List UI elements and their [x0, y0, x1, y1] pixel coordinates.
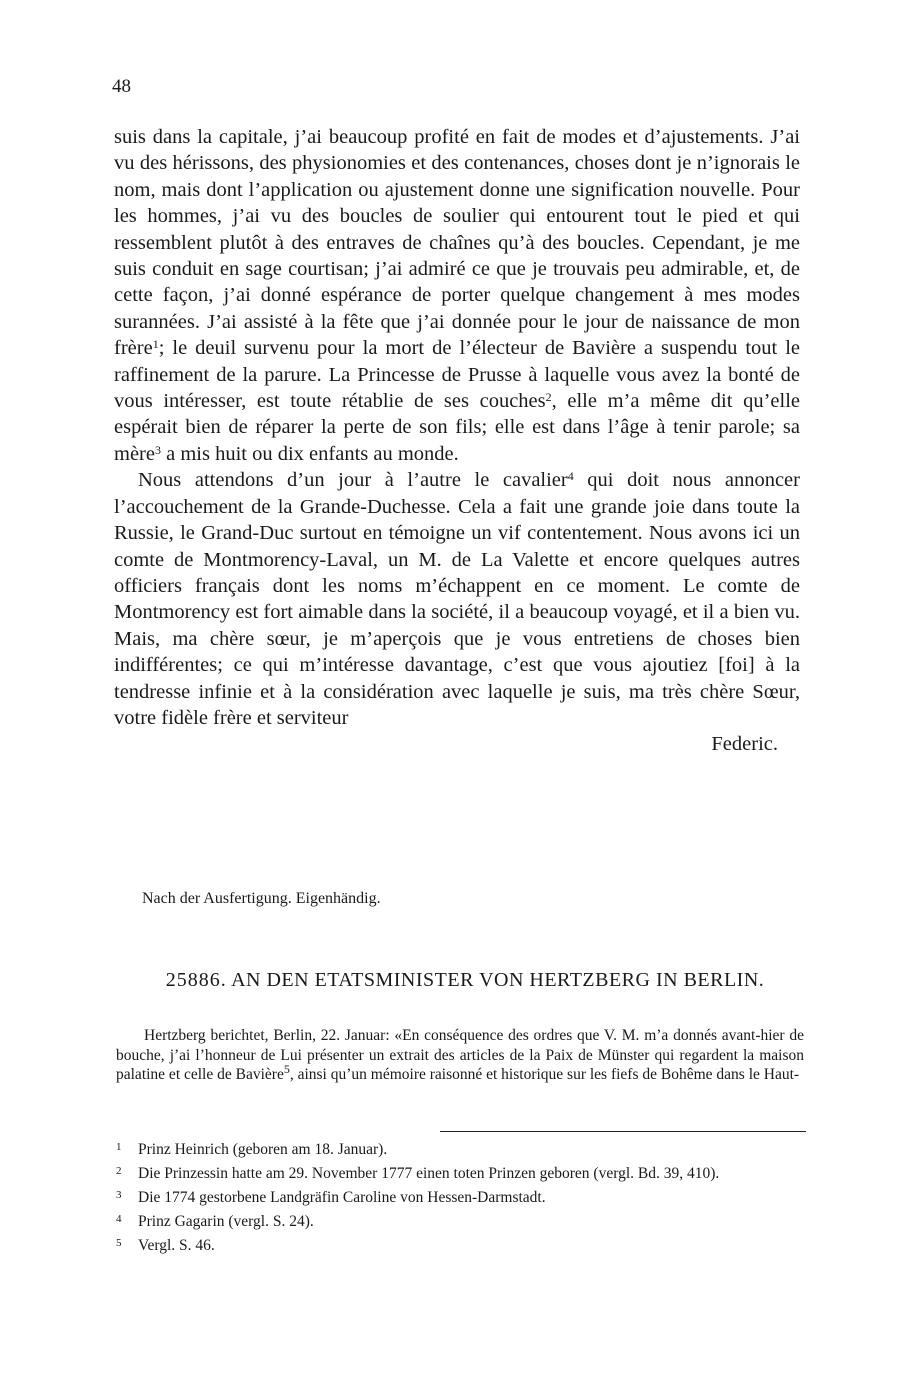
letter-text: a mis huit ou dix enfants au monde. — [160, 442, 459, 465]
footnote: 4 Prinz Gagarin (vergl. S. 24). — [116, 1213, 314, 1230]
footnote-text: Vergl. S. 46. — [138, 1237, 215, 1254]
intro-text: Hertzberg berichtet, Berlin, 22. Januar: «En conséquence des ordres que V. M. m’a donnés avant-hier de bouche, j’ai l’honneur de Lui présenter un extrait des articles de la Paix de Münster qui regardent la maison palatine et celle de Bavière — [116, 1027, 804, 1083]
footnote: 3 Die 1774 gestorbene Landgräfin Caroline von Hessen-Darmstadt. — [116, 1189, 546, 1206]
footnote-ref: 2 — [545, 390, 552, 405]
letter-text: ; le deuil survenu pour la mort de l’électeur de Bavière a suspendu tout le raffinement de la parure. La Princesse de Prusse à laquelle vous avez la bonté de vous intéresser, est toute rétablie de ses couches — [114, 337, 800, 413]
signature: Federic. — [711, 733, 778, 756]
footnote: 2 Die Prinzessin hatte am 29. November 1777 einen toten Prinzen geboren (vergl. Bd. 39, 410). — [116, 1165, 720, 1182]
letter-body — [114, 124, 800, 758]
footnote-text: Prinz Heinrich (geboren am 18. Januar). — [138, 1141, 388, 1158]
intro-paragraph — [116, 1026, 804, 1085]
letter-text: qui doit nous annoncer l’accouchement de la Grande-Duchesse. Cela a fait une grande joie dans toute la Russie, le Grand-Duc surtout en témoigne un vif contentement. Nous avons ici un comte de Montmorency-Laval, un M. de La Valette et encore quelques autres officiers français dont les noms m’échappent en ce moment. Le comte de Montmorency est fort aimable dans la société, il a beaucoup voyagé, et il a bien vu. Mais, ma chère sœur, je m’aperçois que je vous entretiens de choses bien indifférentes; ce qui m’intéresse davantage, c’est que vous ajoutiez [foi] à la tendresse infinie et à la considération avec laquelle je suis, ma très chère Sœur, votre fidèle frère et serviteur — [114, 469, 800, 729]
letter-text: , elle m’a même dit qu’elle espérait bien de réparer la perte de son fils; elle est dans l’âge à tenir parole; sa mère — [114, 390, 800, 465]
source-note: Nach der Ausfertigung. Eigenhändig. — [142, 890, 381, 907]
letter-text: suis dans la capitale, j’ai beaucoup profité en fait de modes et d’ajustements. J’ai vu des hérissons, des physionomies et des contenances, choses dont je n’ignorais le nom, mais dont l’application ou ajustement donne une signification nouvelle. Pour les hommes, j’ai vu des boucles de soulier qui entourent tout le pied et qui ressemblent plutôt à des entraves de chaînes qu’à des boucles. Cependant, je me suis conduit en sage courtisan; j’ai admiré ce que je trouvais peu admirable, et, de cette façon, j’ai donné espérance de porter quelque changement à mes modes surannées. J’ai assisté à la fête que j’ai donnée pour le jour de naissance de mon frère — [114, 126, 800, 360]
footnote-ref: 1 — [152, 337, 159, 352]
footnote-ref: 5 — [283, 1062, 290, 1076]
footnote-ref: 3 — [154, 442, 161, 457]
letter-paragraph-2 — [114, 467, 800, 731]
footnote-text: Die Prinzessin hatte am 29. November 1777 einen toten Prinzen geboren (vergl. Bd. 39, 410). — [138, 1165, 720, 1182]
letter-paragraph-1 — [114, 124, 800, 467]
footnote-ref: 4 — [567, 469, 574, 484]
footnote-divider — [440, 1131, 806, 1132]
letter-title: AN DEN ETATSMINISTER VON HERTZBERG IN BERLIN. — [231, 969, 765, 991]
letter-number: 25886. — [165, 969, 227, 991]
footnotes — [116, 1140, 806, 1260]
footnote-text: Prinz Gagarin (vergl. S. 24). — [138, 1213, 314, 1230]
page-number: 48 — [112, 76, 131, 97]
footnote: 1 Prinz Heinrich (geboren am 18. Januar). — [116, 1141, 388, 1158]
footnote: 5 Vergl. S. 46. — [116, 1237, 215, 1254]
letter-heading — [130, 968, 800, 992]
letter-text: Nous attendons d’un jour à l’autre le cavalier — [138, 469, 568, 492]
footnote-text: Die 1774 gestorbene Landgräfin Caroline von Hessen-Darmstadt. — [138, 1189, 546, 1206]
intro-text: , ainsi qu’un mémoire raisonné et historique sur les fiefs de Bohême dans le Haut- — [289, 1066, 800, 1083]
